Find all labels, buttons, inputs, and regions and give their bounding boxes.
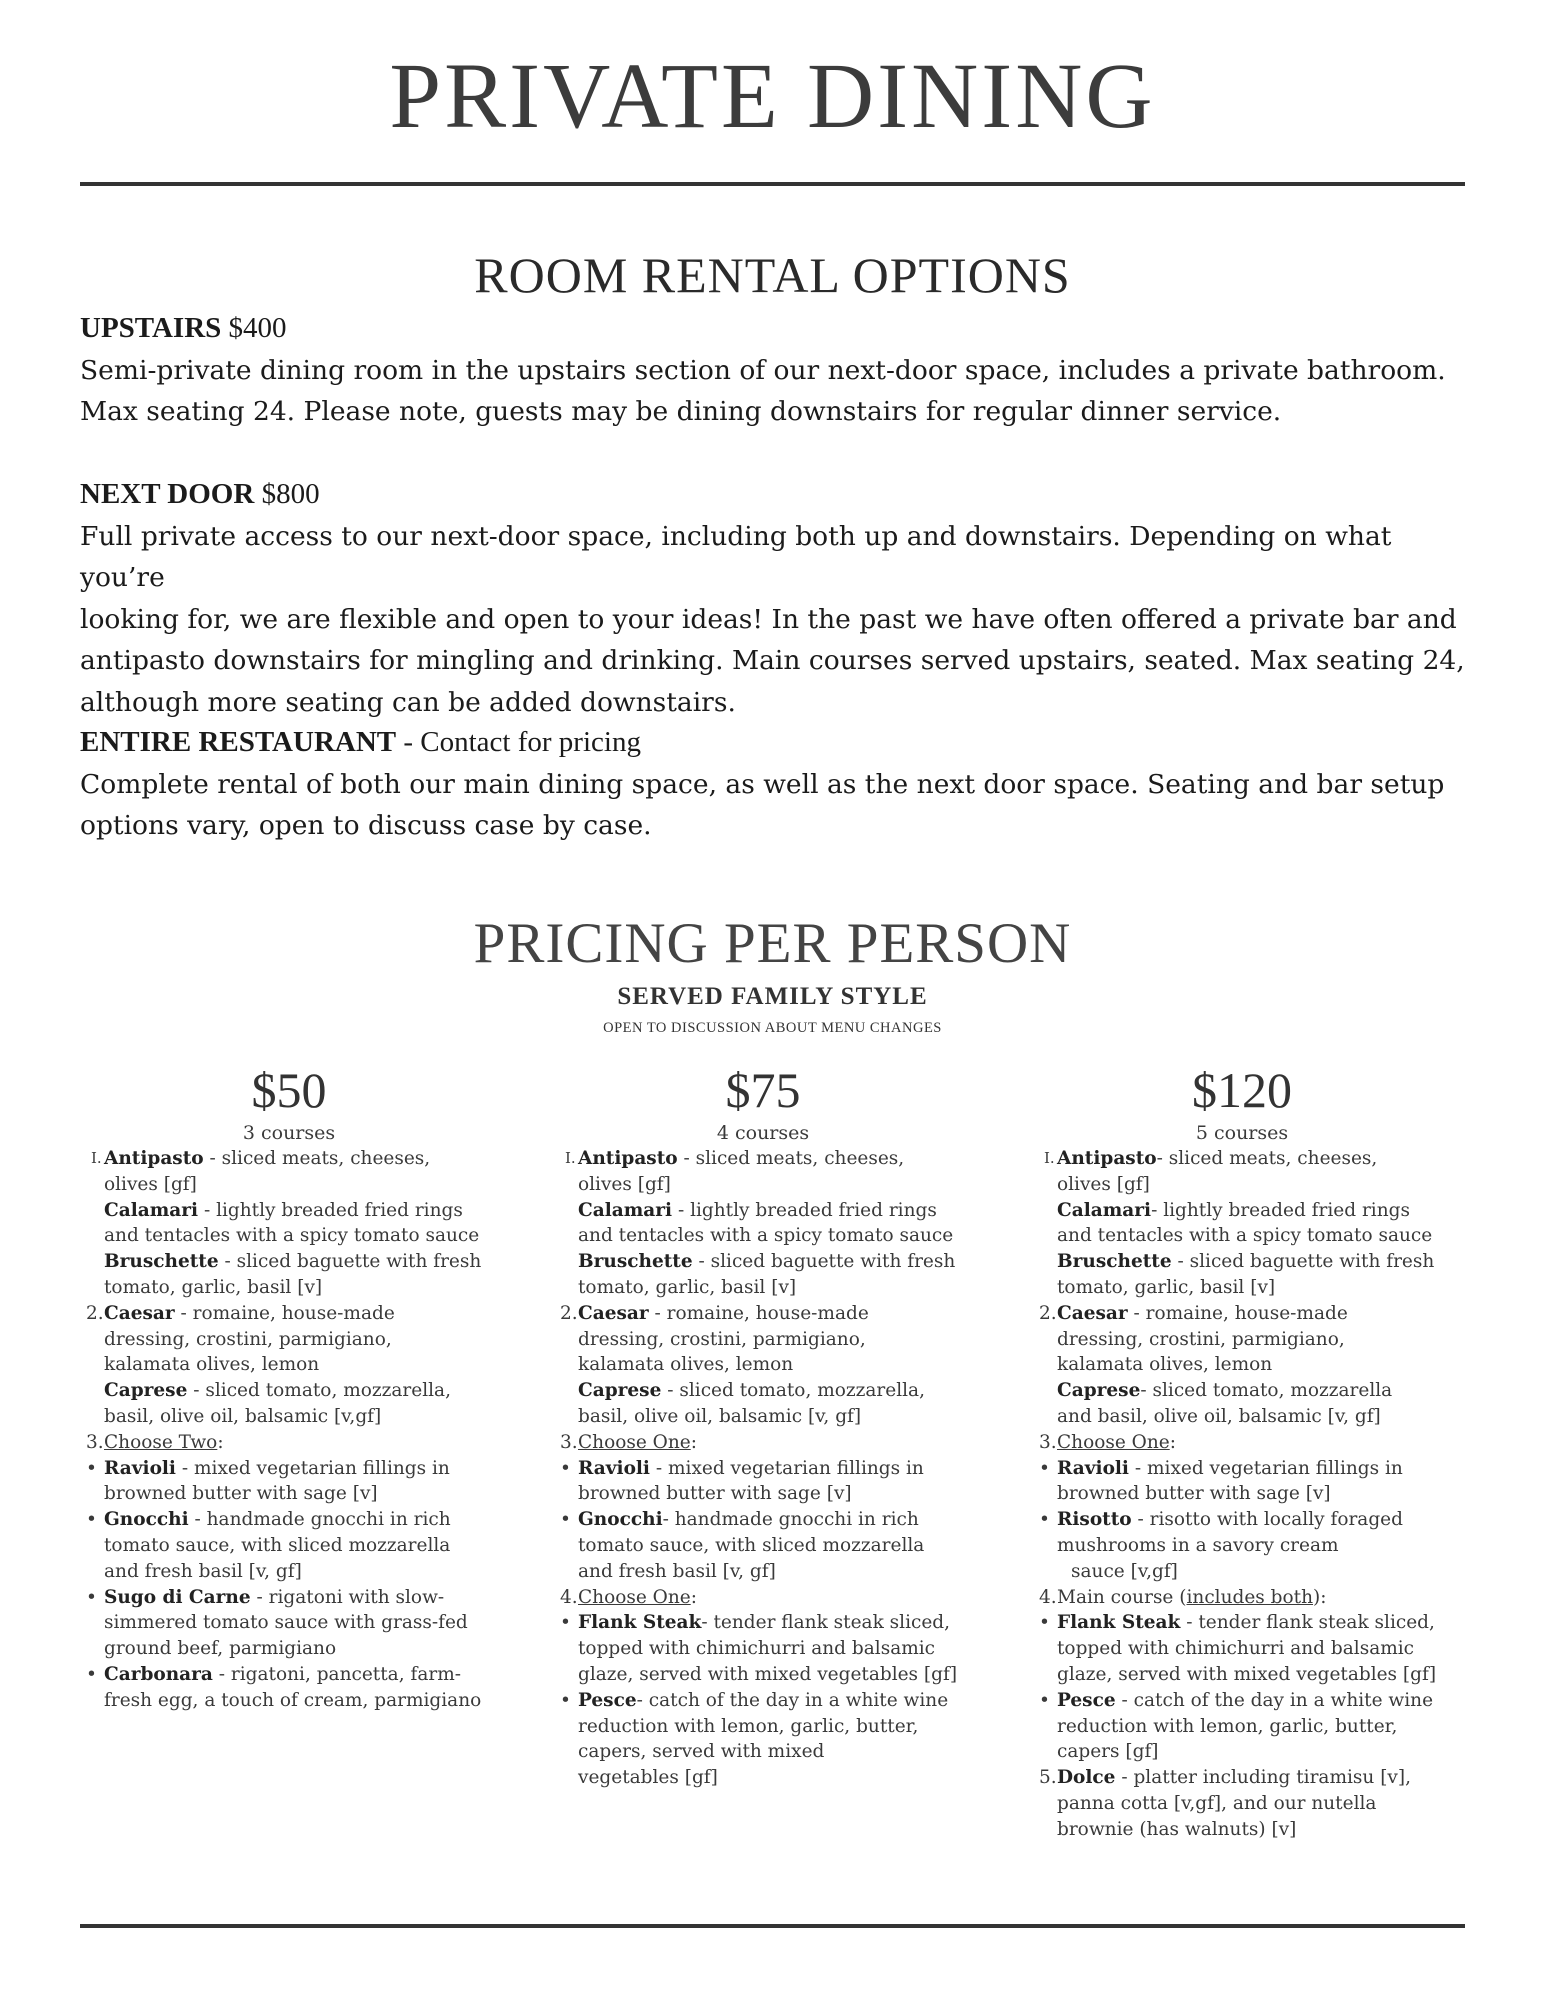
menu-line (1057, 1404, 1457, 1430)
dish-desc: browned butter with sage [v] (1057, 1483, 1331, 1505)
choice-label: Choose Two (104, 1431, 218, 1453)
dish-desc: capers [gf] (1057, 1741, 1159, 1763)
dish-desc: and basil, olive oil, balsamic [v, gf] (1057, 1405, 1381, 1427)
menu-line (578, 1636, 978, 1662)
dish-desc: : (690, 1586, 697, 1608)
dish-desc: basil, olive oil, balsamic [v,gf] (104, 1405, 382, 1427)
bullet-icon: • (1039, 1612, 1050, 1634)
dish-desc: reduction with lemon, garlic, butter, (1057, 1715, 1398, 1737)
dish-desc: fresh egg, a touch of cream, parmigiano (104, 1689, 482, 1711)
bullet-icon: • (86, 1586, 97, 1608)
dish-desc: - sliced meats, cheeses, (677, 1148, 905, 1169)
course-number: I. (1044, 1149, 1055, 1167)
dish-name: Ravioli (104, 1457, 176, 1479)
menu-line (1057, 1662, 1457, 1688)
dish-desc: - lightly breaded fried rings (1151, 1199, 1410, 1221)
dish-desc: glaze, served with mixed vegetables [gf] (578, 1663, 958, 1685)
menu-line (86, 1507, 504, 1533)
menu-line (104, 1610, 504, 1636)
menu-line (1039, 1765, 1457, 1791)
dish-desc: - sliced baguette with fresh (692, 1251, 956, 1273)
menu-line (1039, 1688, 1457, 1714)
dish-desc: and fresh basil [v, gf] (578, 1560, 776, 1582)
bullet-icon: • (1039, 1689, 1050, 1711)
pricing-heading: PRICING PER PERSON (473, 912, 1072, 975)
menu-line (104, 1533, 504, 1559)
menu-line (104, 1223, 504, 1249)
dish-desc: : (690, 1431, 697, 1453)
menu-line (86, 1662, 504, 1688)
menu-line (104, 1636, 504, 1662)
menu-line (1057, 1275, 1457, 1301)
bullet-icon: • (1039, 1457, 1050, 1479)
course-number: 4. (560, 1586, 578, 1608)
course-number: 5. (1039, 1767, 1057, 1789)
dish-desc: - handmade gnocchi in rich (188, 1509, 451, 1531)
dish-desc: tomato sauce, with sliced mozzarella (578, 1534, 925, 1556)
menu-line (578, 1481, 978, 1507)
dish-desc: - lightly breaded fried rings (672, 1199, 937, 1221)
menu-line (1039, 1456, 1457, 1482)
dish-name: Flank Steak (1057, 1612, 1181, 1634)
bullet-icon: • (560, 1689, 571, 1711)
dish-desc: olives [gf] (104, 1173, 197, 1195)
option-desc-line: Complete rental of both our main dining space, as well as the next door space. Seating and bar setup (80, 768, 1445, 800)
dish-desc: vegetables [gf] (578, 1767, 718, 1789)
menu-line (86, 1585, 504, 1611)
menu-line (560, 1301, 978, 1327)
pricing-subheading: SERVED FAMILY STYLE (617, 983, 928, 1010)
dish-desc: - tender flank steak sliced, (1180, 1612, 1435, 1634)
dish-desc: glaze, served with mixed vegetables [gf] (1057, 1663, 1437, 1685)
tier-price: $120 (1192, 1062, 1292, 1118)
bullet-icon: • (560, 1457, 571, 1479)
dish-desc: - handmade gnocchi in rich (662, 1509, 919, 1531)
dish-desc: dressing, crostini, parmigiano, (578, 1328, 866, 1350)
option-price: $800 (254, 478, 320, 510)
dish-name: Sugo di Carne (104, 1586, 251, 1608)
dish-name: Ravioli (1057, 1457, 1129, 1479)
course-number: 3. (86, 1431, 104, 1453)
dish-desc: - romaine, house-made (648, 1302, 869, 1324)
menu-line (560, 1456, 978, 1482)
tier-price: $50 (251, 1062, 327, 1118)
course-number: 2. (1039, 1302, 1057, 1324)
dish-name: Gnocchi (104, 1509, 189, 1531)
menu-line (578, 1378, 978, 1404)
choice-label: Choose One (578, 1431, 691, 1453)
dish-desc: - sliced baguette with fresh (218, 1251, 482, 1273)
dish-desc: sauce [v,gf] (1071, 1560, 1178, 1582)
menu-line (104, 1352, 504, 1378)
menu-line (1057, 1327, 1457, 1353)
course-number: 2. (560, 1302, 578, 1324)
menu-line (1057, 1791, 1457, 1817)
menu-line (104, 1378, 504, 1404)
option-desc-line: options vary, open to discuss case by case. (80, 810, 652, 841)
dish-desc: ): (1313, 1586, 1327, 1608)
dish-desc: simmered tomato sauce with grass-fed (104, 1612, 468, 1634)
menu-line (1057, 1636, 1457, 1662)
dish-desc: tomato, garlic, basil [v] (1057, 1276, 1276, 1298)
rental-option-entire-restaurant (80, 722, 1480, 847)
dish-name: Antipasto (1057, 1148, 1157, 1169)
dish-name: Calamari (104, 1199, 199, 1221)
choice-label: includes both (1186, 1586, 1314, 1608)
dish-name: Carbonara (104, 1663, 213, 1685)
dish-name: Caprese (578, 1380, 662, 1402)
menu-line (1057, 1198, 1457, 1224)
menu-line (1044, 1146, 1457, 1172)
menu-line (86, 1301, 504, 1327)
dish-desc: dressing, crostini, parmigiano, (104, 1328, 392, 1350)
course-number: I. (91, 1149, 102, 1167)
menu-line (578, 1352, 978, 1378)
bullet-icon: • (1039, 1509, 1050, 1531)
dish-name: Flank Steak (578, 1612, 702, 1634)
dish-desc: - catch of the day in a white wine (636, 1689, 949, 1711)
dish-desc: reduction with lemon, garlic, butter, (578, 1715, 919, 1737)
dish-desc: - mixed vegetarian fillings in (1128, 1457, 1403, 1479)
dish-desc: - romaine, house-made (174, 1302, 395, 1324)
dish-name: Caesar (1057, 1302, 1128, 1324)
menu-line (578, 1559, 978, 1585)
dish-desc: - mixed vegetarian fillings in (649, 1457, 924, 1479)
dish-desc: topped with chimichurri and balsamic (578, 1638, 936, 1660)
dish-name: Calamari (1057, 1199, 1152, 1221)
option-desc-line: antipasto downstairs for mingling and drinking. Main courses served upstairs, seated. Max seating 24, (80, 645, 1465, 676)
tier-menu (86, 1146, 504, 1714)
menu-line (578, 1714, 978, 1740)
option-desc-line: Max seating 24. Please note, guests may be dining downstairs for regular dinner service. (80, 396, 1282, 427)
tier-courses: 5 courses (1195, 1122, 1289, 1144)
tier-price: $75 (725, 1062, 801, 1118)
bullet-icon: • (86, 1509, 97, 1531)
option-name: NEXT DOOR (80, 478, 255, 510)
bullet-icon: • (86, 1457, 97, 1479)
dish-name: Pesce (1057, 1689, 1116, 1711)
dish-desc: mushrooms in a savory cream (1057, 1534, 1339, 1556)
dish-name: Bruschette (1057, 1251, 1172, 1273)
dish-desc: : (1169, 1431, 1176, 1453)
menu-line (104, 1404, 504, 1430)
tier-column (86, 1060, 504, 1714)
menu-line (1057, 1352, 1457, 1378)
dish-desc: and tentacles with a spicy tomato sauce (578, 1225, 954, 1247)
dish-desc: basil, olive oil, balsamic [v, gf] (578, 1405, 862, 1427)
menu-line (1039, 1301, 1457, 1327)
menu-line (86, 1456, 504, 1482)
rental-heading: ROOM RENTAL OPTIONS (474, 247, 1071, 303)
tier-column (1039, 1060, 1457, 1843)
menu-line (1057, 1223, 1457, 1249)
choice-label: Choose One (1057, 1431, 1170, 1453)
option-price: $400 (221, 312, 287, 344)
dish-desc: olives [gf] (1057, 1173, 1150, 1195)
option-name: ENTIRE RESTAURANT (80, 726, 397, 758)
menu-line (578, 1765, 978, 1791)
menu-line (578, 1533, 978, 1559)
menu-line (560, 1688, 978, 1714)
menu-line (1039, 1430, 1457, 1456)
menu-line (104, 1172, 504, 1198)
course-number: I. (565, 1149, 576, 1167)
course-number: 3. (560, 1431, 578, 1453)
dish-desc: - catch of the day in a white wine (1115, 1689, 1434, 1711)
dish-name: Antipasto (578, 1148, 678, 1169)
page-title: PRIVATE DINING (389, 45, 1156, 148)
menu-line (104, 1688, 504, 1714)
menu-line (1057, 1249, 1457, 1275)
menu-line (578, 1223, 978, 1249)
dish-desc: and tentacles with a spicy tomato sauce (1057, 1225, 1433, 1247)
menu-line (578, 1249, 978, 1275)
course-number: 4. (1039, 1586, 1057, 1608)
menu-line (578, 1275, 978, 1301)
menu-line (104, 1249, 504, 1275)
dish-name: Caesar (578, 1302, 649, 1324)
menu-line (578, 1198, 978, 1224)
dish-name: Antipasto (104, 1148, 204, 1169)
option-desc-line: Full private access to our next-door space, including both up and downstairs. Depending on what you’re (80, 520, 1392, 593)
menu-line (1057, 1739, 1457, 1765)
dish-name: Gnocchi (578, 1509, 663, 1531)
menu-line (565, 1146, 978, 1172)
dish-desc: kalamata olives, lemon (578, 1354, 794, 1376)
bullet-icon: • (86, 1663, 97, 1685)
menu-line (1057, 1533, 1457, 1559)
tier-menu (560, 1146, 978, 1791)
option-desc-line: Semi-private dining room in the upstairs section of our next-door space, includes a private bathroom. (80, 354, 1446, 386)
menu-line (578, 1172, 978, 1198)
bullet-icon: • (560, 1509, 571, 1531)
menu-line (578, 1739, 978, 1765)
dish-name: Bruschette (104, 1251, 219, 1273)
menu-line (104, 1327, 504, 1353)
dish-desc: and fresh basil [v, gf] (104, 1560, 302, 1582)
choice-label: Choose One (578, 1586, 691, 1608)
dish-name: Caesar (104, 1302, 175, 1324)
dish-desc: capers, served with mixed (578, 1741, 825, 1763)
tier-courses: 3 courses (242, 1122, 336, 1144)
dish-name: Ravioli (578, 1457, 650, 1479)
dish-desc: - rigatoni with slow- (250, 1586, 445, 1608)
menu-line (578, 1404, 978, 1430)
dish-name: Dolce (1057, 1767, 1116, 1789)
menu-line (104, 1275, 504, 1301)
course-number: 2. (86, 1302, 104, 1324)
menu-line (560, 1507, 978, 1533)
dish-desc: - sliced tomato, mozzarella, (187, 1380, 451, 1402)
menu-line (560, 1430, 978, 1456)
menu-line (1057, 1378, 1457, 1404)
dish-desc: olives [gf] (578, 1173, 671, 1195)
dish-name: Bruschette (578, 1251, 693, 1273)
menu-line (104, 1481, 504, 1507)
rental-option-next-door (80, 474, 1480, 723)
dish-desc: - sliced baguette with fresh (1171, 1251, 1435, 1273)
dish-desc: dressing, crostini, parmigiano, (1057, 1328, 1345, 1350)
dish-desc: - romaine, house-made (1127, 1302, 1348, 1324)
menu-line (1057, 1714, 1457, 1740)
dish-desc: - mixed vegetarian fillings in (175, 1457, 450, 1479)
dish-desc: - sliced meats, cheeses, (203, 1148, 431, 1169)
menu-line (560, 1585, 978, 1611)
dish-name: Risotto (1057, 1509, 1132, 1531)
option-price: - Contact for pricing (396, 726, 641, 758)
pricing-note: OPEN TO DISCUSSION ABOUT MENU CHANGES (603, 1020, 942, 1036)
option-desc-line: although more seating can be added downstairs. (80, 686, 736, 718)
menu-line (86, 1430, 504, 1456)
dish-name: Pesce (578, 1689, 637, 1711)
menu-line (1039, 1585, 1457, 1611)
dish-desc: - platter including tiramisu [v], (1115, 1767, 1411, 1789)
bullet-icon: • (560, 1612, 571, 1634)
option-name: UPSTAIRS (80, 312, 222, 344)
menu-line (1039, 1610, 1457, 1636)
menu-line (104, 1198, 504, 1224)
menu-line (1057, 1817, 1457, 1843)
dish-desc: : (217, 1431, 224, 1453)
dish-desc: - rigatoni, pancetta, farm- (212, 1663, 461, 1685)
dish-desc: - sliced tomato, mozzarella, (661, 1380, 925, 1402)
divider-top (80, 182, 1465, 186)
dish-desc: panna cotta [v,gf], and our nutella (1057, 1792, 1377, 1814)
divider-bottom (80, 1924, 1465, 1928)
tier-courses: 4 courses (716, 1122, 810, 1144)
dish-desc: - lightly breaded fried rings (198, 1199, 463, 1221)
dish-desc: tomato, garlic, basil [v] (104, 1276, 323, 1298)
dish-name: Caprese (104, 1380, 188, 1402)
dish-desc: brownie (has walnuts) [v] (1057, 1818, 1297, 1840)
dish-desc: tomato sauce, with sliced mozzarella (104, 1534, 451, 1556)
tier-column (560, 1060, 978, 1791)
menu-line (1057, 1172, 1457, 1198)
dish-desc: kalamata olives, lemon (1057, 1354, 1273, 1376)
menu-line (91, 1146, 504, 1172)
menu-line (1057, 1481, 1457, 1507)
dish-desc: kalamata olives, lemon (104, 1354, 320, 1376)
menu-line (578, 1327, 978, 1353)
course-number: 3. (1039, 1431, 1057, 1453)
menu-line (1039, 1507, 1457, 1533)
dish-desc: - sliced tomato, mozzarella (1140, 1380, 1393, 1402)
dish-desc: ground beef, parmigiano (104, 1638, 337, 1660)
dish-desc: - sliced meats, cheeses, (1156, 1148, 1378, 1169)
dish-name: Caprese (1057, 1380, 1141, 1402)
option-desc-line: looking for, we are flexible and open to your ideas! In the past we have often offered a private bar and (80, 603, 1457, 635)
menu-line (104, 1559, 504, 1585)
dish-desc: browned butter with sage [v] (578, 1483, 852, 1505)
menu-line (578, 1662, 978, 1688)
dish-desc: topped with chimichurri and balsamic (1057, 1638, 1415, 1660)
tier-menu (1039, 1146, 1457, 1843)
rental-option-upstairs (80, 308, 1480, 433)
dish-desc: Main course ( (1057, 1586, 1187, 1608)
dish-name: Calamari (578, 1199, 673, 1221)
dish-desc: and tentacles with a spicy tomato sauce (104, 1225, 480, 1247)
menu-line (1057, 1559, 1457, 1585)
dish-desc: - tender flank steak sliced, (701, 1612, 951, 1634)
menu-line (560, 1610, 978, 1636)
dish-desc: tomato, garlic, basil [v] (578, 1276, 797, 1298)
dish-desc: - risotto with locally foraged (1131, 1509, 1403, 1531)
dish-desc: browned butter with sage [v] (104, 1483, 378, 1505)
